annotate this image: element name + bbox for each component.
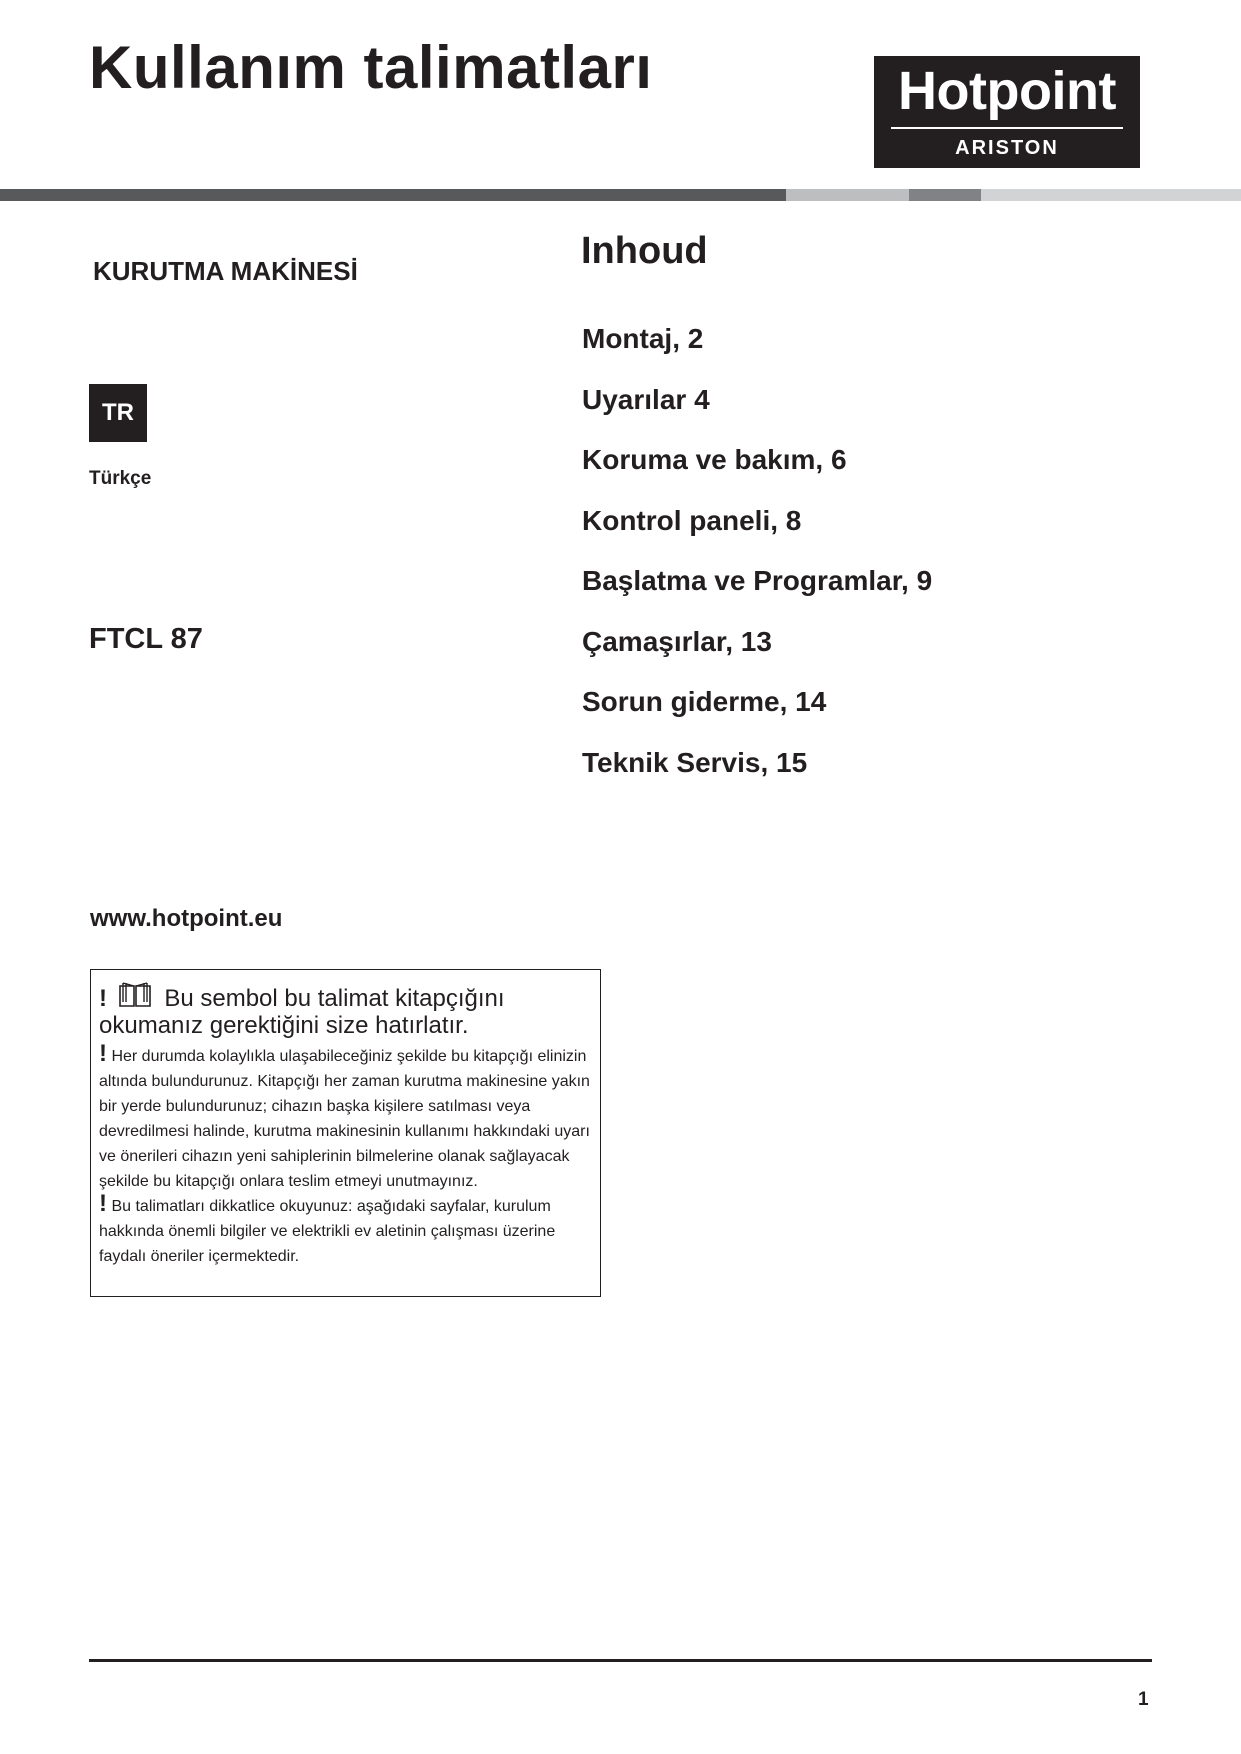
language-name: Türkçe [89, 468, 152, 489]
model-number: FTCL 87 [89, 623, 203, 655]
page-number: 1 [1138, 1689, 1149, 1710]
product-type: KURUTMA MAKİNESİ [93, 256, 358, 286]
band-segment-pale [981, 189, 1241, 201]
logo-brand: Hotpoint [898, 61, 1116, 121]
note-paragraph-1-text: Her durumda kolaylıkla ulaşabileceğiniz şekilde bu kitapçığı elinizin altında bulundurunuz. Kitapçığı her zaman kurutma makinesine yakın bir yerde bulundurunuz; cihazın başka kişilere satılması veya devredilmesi halinde, kurutma makinesinin kullanımı hakkındaki uyarı ve önerileri cihazın yeni sahiplerinin bilmelerine olanak sağlayacak şekilde bu kitapçığı onlara teslim etmeyi unutmayınız. [99, 1048, 590, 1190]
toc-heading: Inhoud [581, 230, 708, 272]
toc-item-uyarilar[interactable]: Uyarılar 4 [582, 383, 710, 415]
band-segment-dark [0, 189, 786, 201]
warning-mark: ! [99, 1040, 107, 1067]
note-paragraph-2 [99, 1190, 592, 1269]
logo-sub: ARISTON [955, 137, 1059, 159]
toc-item-montaj[interactable]: Montaj, 2 [582, 323, 704, 354]
toc-item-koruma-bakim[interactable]: Koruma ve bakım, 6 [582, 444, 847, 475]
note-paragraph-1 [99, 1040, 592, 1194]
toc-item-camasirlar[interactable]: Çamaşırlar, 13 [582, 625, 772, 657]
page-title: Kullanım talimatları [89, 34, 653, 101]
table-of-contents [582, 322, 932, 806]
toc-item-baslatma-programlar[interactable]: Başlatma ve Programlar, 9 [582, 565, 933, 596]
website-link[interactable]: www.hotpoint.eu [90, 905, 283, 932]
note-lead [99, 982, 592, 1038]
warning-mark: ! [99, 1190, 107, 1217]
language-badge: TR [89, 384, 147, 442]
toc-item-teknik-servis[interactable]: Teknik Servis, 15 [582, 746, 808, 778]
band-segment-light [786, 189, 909, 201]
hotpoint-ariston-logo [874, 56, 1140, 168]
footer-rule [89, 1659, 1152, 1662]
toc-item-sorun-giderme[interactable]: Sorun giderme, 14 [582, 686, 827, 717]
toc-item-kontrol-paneli[interactable]: Kontrol paneli, 8 [582, 504, 802, 536]
logo-rule [891, 127, 1123, 129]
book-icon [118, 982, 152, 1013]
instruction-note-box [90, 969, 601, 1297]
note-paragraph-2-text: Bu talimatları dikkatlice okuyunuz: aşağıdaki sayfalar, kurulum hakkında önemli bilgiler ve elektrikli ev aletinin çalışması üzerine faydalı öneriler içermektedir. [99, 1198, 556, 1265]
band-segment-mid [909, 189, 981, 201]
warning-mark: ! [99, 985, 107, 1012]
note-lead-text: Bu sembol bu talimat kitapçığını okumanız gerektiğini size hatırlatır. [99, 985, 505, 1039]
